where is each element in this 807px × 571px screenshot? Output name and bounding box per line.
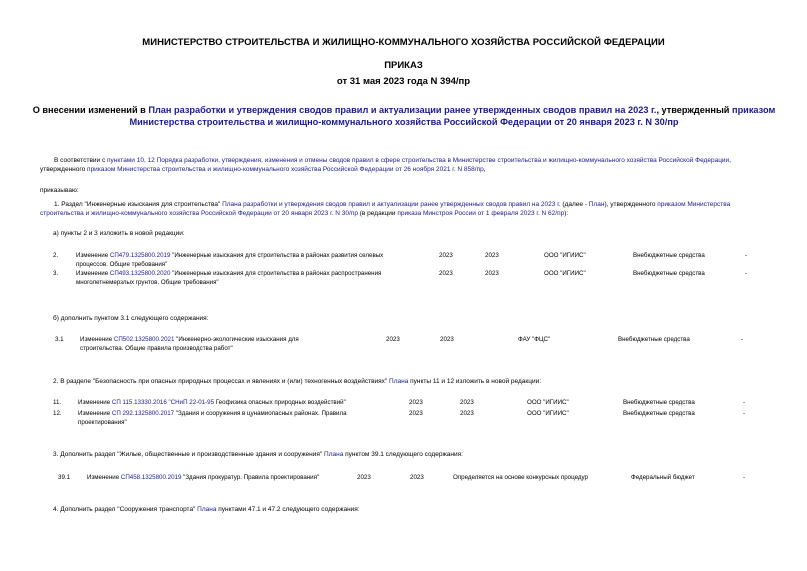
row-organization: ООО "ИГИИС": [527, 399, 569, 406]
p1-link-procedure[interactable]: пунктами 10, 12 Порядка разработки, утверждения, изменения и отмены сводов правил в сфере строительства в Министерстве строительства и жилищно-коммунального хозяйства Российской Федерации: [107, 157, 730, 164]
row-year-end: 2023: [460, 410, 474, 417]
row-year-start: 2023: [439, 270, 453, 277]
row-dash: -: [743, 474, 746, 481]
p3-text-5: ):: [564, 210, 569, 217]
row-dash: -: [741, 336, 744, 343]
row-year-start: 2023: [357, 474, 371, 481]
row-organization: ООО "ИГИИС": [544, 252, 586, 259]
row-desc-text: Геофизика опасных природных воздействий": [214, 399, 346, 406]
p7-text-2: пунктом 39.1 следующего содержания:: [343, 451, 463, 458]
row-desc-text: "Инженерные изыскания для строительства в районах развития селевых процессов. Общие требования": [76, 252, 384, 268]
row-desc-text: "Здания прокуратур. Правила проектирования": [181, 474, 320, 481]
paragraph-b: б) дополнить пунктом 3.1 следующего содержания:: [53, 315, 209, 322]
p3-text-2: (далее -: [560, 201, 589, 208]
row-desc-prefix: Изменение: [76, 252, 110, 259]
row-code-link[interactable]: СП493.1325800.2020: [109, 270, 171, 277]
p6-text-1: 2. В разделе "Безопасность при опасных природных процессах и явлениях и (или) техногенных воздействиях": [53, 378, 390, 385]
paragraph-order-word: приказываю:: [40, 187, 79, 194]
p1-text-2: , утвержденного: [40, 157, 731, 173]
row-desc-text: "Инженерные изыскания для строительства в районах распространения многолетнемерзлых грунтов. Общие требования": [76, 270, 382, 286]
document-type: ПРИКАЗ: [384, 60, 423, 71]
row-organization: ООО "ИГИИС": [544, 270, 586, 277]
p1-link-order[interactable]: приказом Министерства строительства и жилищно-коммунального хозяйства Российской Федерации от 26 ноября 2021 г. N 858/пр: [87, 166, 484, 173]
row-funding-source: Внебюджетные средства: [623, 410, 695, 417]
p8-text-1: 4. Дополнить раздел "Сооружения транспорта": [53, 506, 198, 513]
title-text-2: , утвержденный: [656, 105, 733, 115]
row-number: 3.1: [55, 336, 64, 343]
row-organization: ФАУ "ФЦС": [518, 336, 551, 343]
paragraph-a: а) пункты 2 и 3 изложить в новой редакции:: [53, 230, 185, 237]
row-code-link[interactable]: СП458.1325800.2019: [120, 474, 182, 481]
row-number: 39.1: [58, 474, 71, 481]
row-year-start: 2023: [409, 410, 423, 417]
row-desc-prefix: Изменение: [80, 336, 114, 343]
row-funding-source: Внебюджетные средства: [633, 252, 705, 259]
row-number: 12.: [53, 410, 62, 417]
p6-text-2: пункты 11 и 12 изложить в новой редакции:: [408, 378, 542, 385]
row-description: [76, 270, 416, 287]
row-funding-source: Внебюджетные средства: [623, 399, 695, 406]
row-desc-prefix: Изменение: [78, 399, 112, 406]
paragraph-item-3: [53, 450, 463, 459]
p3-link-amendment[interactable]: приказа Минстроя России от 1 февраля 2023 г. N 62/пр: [397, 210, 565, 217]
title-link-plan[interactable]: План разработки и утверждения сводов правил и актуализации ранее утвержденных сводов правил на 2023 г.: [148, 105, 657, 115]
row-dash: -: [745, 270, 748, 277]
row-code-link[interactable]: СП 115.13330.2016 "СНиП 22-01-95: [111, 399, 215, 406]
title-text-1: О внесении изменений в: [32, 105, 149, 115]
row-funding-source: Федеральный бюджет: [631, 474, 695, 481]
row-funding-source: Внебюджетные средства: [633, 270, 705, 277]
p3-text-1: 1. Раздел "Инженерные изыскания для строительства": [54, 201, 223, 208]
row-organization: ООО "ИГИИС": [527, 410, 569, 417]
p1-text-1: В соответствии с: [54, 157, 108, 164]
row-number: 11.: [53, 399, 62, 406]
row-year-start: 2023: [409, 399, 423, 406]
p6-link-plan[interactable]: Плана: [389, 378, 409, 385]
p3-link-plan[interactable]: Плана разработки и утверждения сводов правил и актуализации ранее утвержденных сводов правил на 2023 г.: [222, 201, 561, 208]
row-year-end: 2023: [410, 474, 424, 481]
row-year-end: 2023: [485, 270, 499, 277]
row-description: [87, 474, 319, 483]
row-code-link[interactable]: СП 292.1325800.2017: [111, 410, 175, 417]
row-year-end: 2023: [440, 336, 454, 343]
paragraph-item-1: [40, 200, 772, 218]
row-year-start: 2023: [439, 252, 453, 259]
title-link-order[interactable]: приказом Министерства строительства и жилищно-коммунального хозяйства Российской Федерации от 20 января 2023 г. N 30/пр: [129, 105, 776, 127]
row-desc-prefix: Изменение: [76, 270, 110, 277]
ministry-heading: МИНИСТЕРСТВО СТРОИТЕЛЬСТВА И ЖИЛИЩНО-КОММУНАЛЬНОГО ХОЗЯЙСТВА РОССИЙСКОЙ ФЕДЕРАЦИИ: [142, 37, 665, 48]
paragraph-basis: [40, 156, 772, 174]
p3-link-order[interactable]: приказом Министерства строительства и жилищно-коммунального хозяйства Российской Федерации от 20 января 2023 г. N 30/пр: [40, 201, 731, 217]
row-desc-text: "Инженерно-экологические изыскания для строительства. Общие правила производства работ": [80, 336, 299, 352]
row-number: 3.: [53, 270, 59, 277]
p3-link-plan-short[interactable]: План: [588, 201, 605, 208]
row-organization: Определяется на основе конкурсных процедур: [453, 474, 588, 481]
paragraph-item-4: [53, 505, 360, 514]
row-code-link[interactable]: СП479.1325800.2019: [109, 252, 171, 259]
p7-text-1: 3. Дополнить раздел "Жилые, общественные и производственные здания и сооружения": [53, 451, 325, 458]
p8-text-2: пунктами 47.1 и 47.2 следующего содержания:: [216, 506, 360, 513]
row-dash: -: [745, 252, 748, 259]
p8-link-plan[interactable]: Плана: [197, 506, 217, 513]
row-code-link[interactable]: СП502.1325800.2021: [113, 336, 175, 343]
paragraph-item-2: [53, 377, 541, 386]
document-date-number: от 31 мая 2023 года N 394/пр: [336, 76, 471, 87]
row-description: [78, 399, 398, 408]
row-description: [78, 410, 378, 427]
row-dash: -: [743, 399, 746, 406]
p3-text-4: (в редакции: [357, 210, 398, 217]
row-number: 2.: [53, 252, 59, 259]
row-funding-source: Внебюджетные средства: [618, 336, 690, 343]
row-description: [76, 252, 416, 269]
row-description: [80, 336, 325, 353]
row-dash: -: [743, 410, 746, 417]
row-desc-text: "Здания и сооружения в цунамиопасных районах. Правила проектирования": [78, 410, 347, 426]
row-desc-prefix: Изменение: [87, 474, 121, 481]
row-year-end: 2023: [485, 252, 499, 259]
p7-link-plan[interactable]: Плана: [324, 451, 344, 458]
row-year-end: 2023: [460, 399, 474, 406]
document-title: [28, 104, 780, 128]
p1-text-3: ,: [483, 166, 486, 173]
p3-text-3: ), утвержденного: [604, 201, 658, 208]
row-year-start: 2023: [386, 336, 400, 343]
row-desc-prefix: Изменение: [78, 410, 112, 417]
